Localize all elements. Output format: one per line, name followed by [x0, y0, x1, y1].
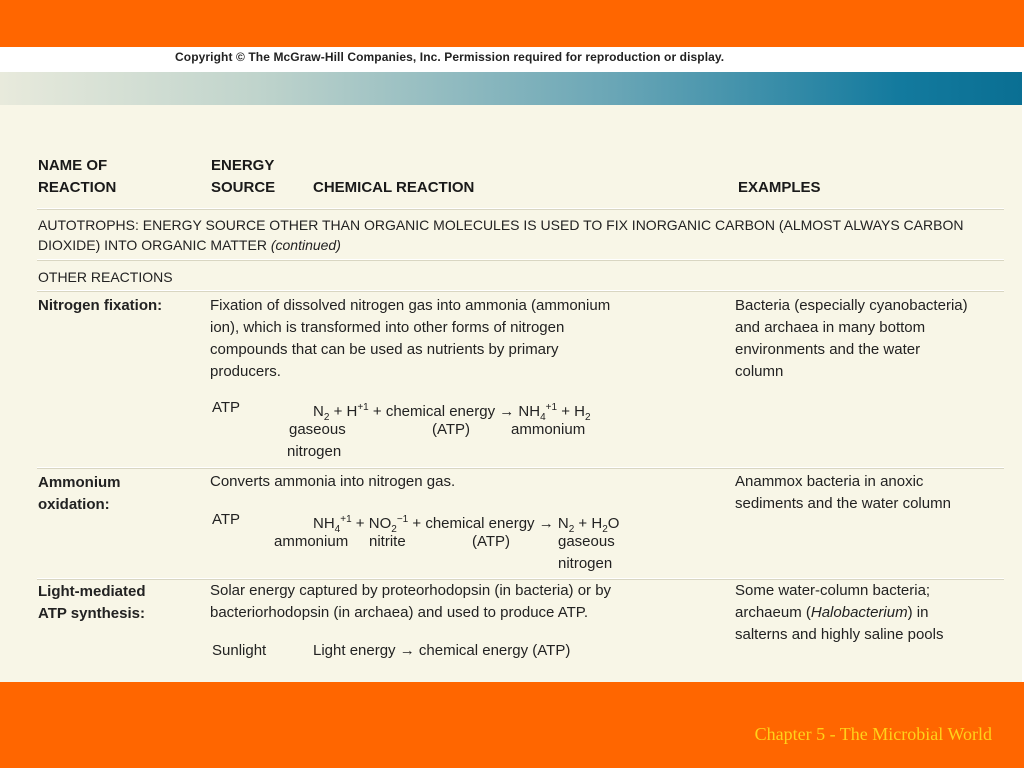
- label-gaseous: gaseous: [289, 421, 346, 438]
- eq-sup: +1: [357, 402, 369, 413]
- header-examples: EXAMPLES: [738, 179, 821, 196]
- eq-sub: 2: [584, 412, 591, 423]
- eq-sub: 2: [568, 524, 575, 535]
- slide: [0, 47, 1024, 682]
- eq-sub: 4: [334, 524, 341, 535]
- eq-sub: 4: [540, 412, 546, 423]
- header-name-line1: NAME OF: [38, 157, 108, 174]
- row-name-nitrogen-fixation: Nitrogen fixation:: [38, 297, 163, 314]
- label-atp: (ATP): [432, 421, 471, 438]
- energy-source-light-mediated: Sunlight: [212, 642, 267, 659]
- row-examples-nitrogen-fixation: [735, 295, 968, 383]
- eq-sup: +1: [340, 514, 352, 525]
- eq-part: + NO: [351, 515, 392, 532]
- row-name-light-mediated: [38, 581, 146, 625]
- energy-source-ammonium-oxidation: ATP: [212, 511, 241, 528]
- eq-part: + H: [574, 515, 603, 532]
- examples-line: salterns and highly saline pools: [735, 626, 944, 643]
- name-line: Ammonium: [38, 474, 121, 491]
- label-nitrogen: nitrogen: [558, 555, 613, 572]
- examples-line: Anammox bacteria in anoxic: [735, 473, 924, 490]
- label-ammonium: ammonium: [274, 533, 349, 550]
- header-energy-line2: SOURCE: [211, 179, 276, 196]
- examples-line: Bacteria (especially cyanobacteria): [735, 297, 968, 314]
- description-line: compounds that can be used as nutrients by primary: [210, 341, 559, 358]
- row-description-ammonium-oxidation: Converts ammonia into nitrogen gas.: [210, 473, 456, 490]
- examples-line: column: [735, 363, 784, 380]
- row-description-nitrogen-fixation: [210, 295, 610, 383]
- copyright-notice: Copyright © The McGraw-Hill Companies, Inc. Permission required for reproduction or display.: [175, 50, 725, 64]
- section-heading-continued: (continued): [270, 237, 341, 253]
- eq-part: NH: [313, 515, 335, 532]
- name-line: oxidation:: [38, 496, 110, 513]
- eq-part: O: [607, 515, 620, 532]
- header-energy: [211, 155, 275, 199]
- eq-sub: 2: [391, 524, 397, 535]
- eq-sub: 2: [602, 524, 608, 535]
- table-panel: [0, 105, 1022, 682]
- eq-part: + H: [557, 403, 585, 420]
- section-heading-line2: [38, 234, 341, 256]
- examples-line: and archaea in many bottom: [735, 319, 926, 336]
- row-examples-ammonium-oxidation: [735, 471, 951, 515]
- divider: [37, 259, 1004, 260]
- header-chemical-reaction: CHEMICAL REACTION: [313, 179, 475, 196]
- section-heading-text: DIOXIDE) INTO ORGANIC MATTER: [38, 237, 267, 253]
- name-line: Light-mediated: [38, 583, 146, 600]
- header-name: [38, 155, 116, 199]
- label-atp: (ATP): [472, 533, 511, 550]
- label-gaseous: gaseous: [558, 533, 615, 550]
- divider: [37, 208, 1004, 209]
- label-nitrite: nitrite: [369, 533, 406, 550]
- eq-sub: 2: [323, 412, 330, 423]
- subsection-heading: OTHER REACTIONS: [38, 269, 173, 285]
- bottom-bar: [0, 682, 1024, 768]
- examples-text: archaeum (: [735, 604, 811, 621]
- eq-part: + H: [329, 403, 358, 420]
- eq-part: N: [313, 403, 324, 420]
- eq-sup: −1: [396, 514, 409, 525]
- description-line: producers.: [210, 363, 281, 380]
- row-examples-light-mediated: [735, 580, 943, 646]
- description-line: ion), which is transformed into other forms of nitrogen: [210, 319, 565, 336]
- name-line: ATP synthesis:: [38, 605, 145, 622]
- header-energy-line1: ENERGY: [211, 157, 275, 174]
- label-ammonium: ammonium: [511, 421, 586, 438]
- examples-line: [735, 602, 943, 624]
- header-name-line2: REACTION: [38, 179, 117, 196]
- divider: [37, 578, 1004, 579]
- examples-italic-genus: Halobacterium: [810, 604, 908, 621]
- description-line: Fixation of dissolved nitrogen gas into ammonia (ammonium: [210, 297, 611, 314]
- eq-part: + chemical energy → N: [408, 515, 569, 532]
- energy-source-nitrogen-fixation: ATP: [212, 399, 241, 416]
- top-bar: [0, 0, 1024, 47]
- divider: [37, 290, 1004, 291]
- label-nitrogen: nitrogen: [287, 443, 342, 460]
- examples-line: sediments and the water column: [735, 495, 951, 512]
- footer-chapter-title: Chapter 5 - The Microbial World: [754, 724, 992, 744]
- description-line: Solar energy captured by proteorhodopsin (in bacteria) or by: [210, 582, 612, 599]
- examples-line: environments and the water: [735, 341, 921, 358]
- row-description-light-mediated: [210, 580, 611, 624]
- examples-line: Some water-column bacteria;: [735, 582, 931, 599]
- examples-text: ) in: [907, 604, 929, 621]
- section-heading-line1: AUTOTROPHS: ENERGY SOURCE OTHER THAN ORGANIC MOLECULES IS USED TO FIX INORGANIC CARBON (ALMOST ALWAYS CARBON: [38, 217, 964, 233]
- description-line: bacteriorhodopsin (in archaea) and used to produce ATP.: [210, 604, 589, 621]
- divider: [37, 467, 1004, 468]
- row-name-ammonium-oxidation: [38, 472, 121, 516]
- eq-sup: +1: [545, 402, 558, 413]
- equation-light-mediated: Light energy → chemical energy (ATP): [313, 642, 571, 659]
- header-gradient-band: [0, 72, 1022, 105]
- eq-part: + chemical energy → NH: [368, 403, 541, 420]
